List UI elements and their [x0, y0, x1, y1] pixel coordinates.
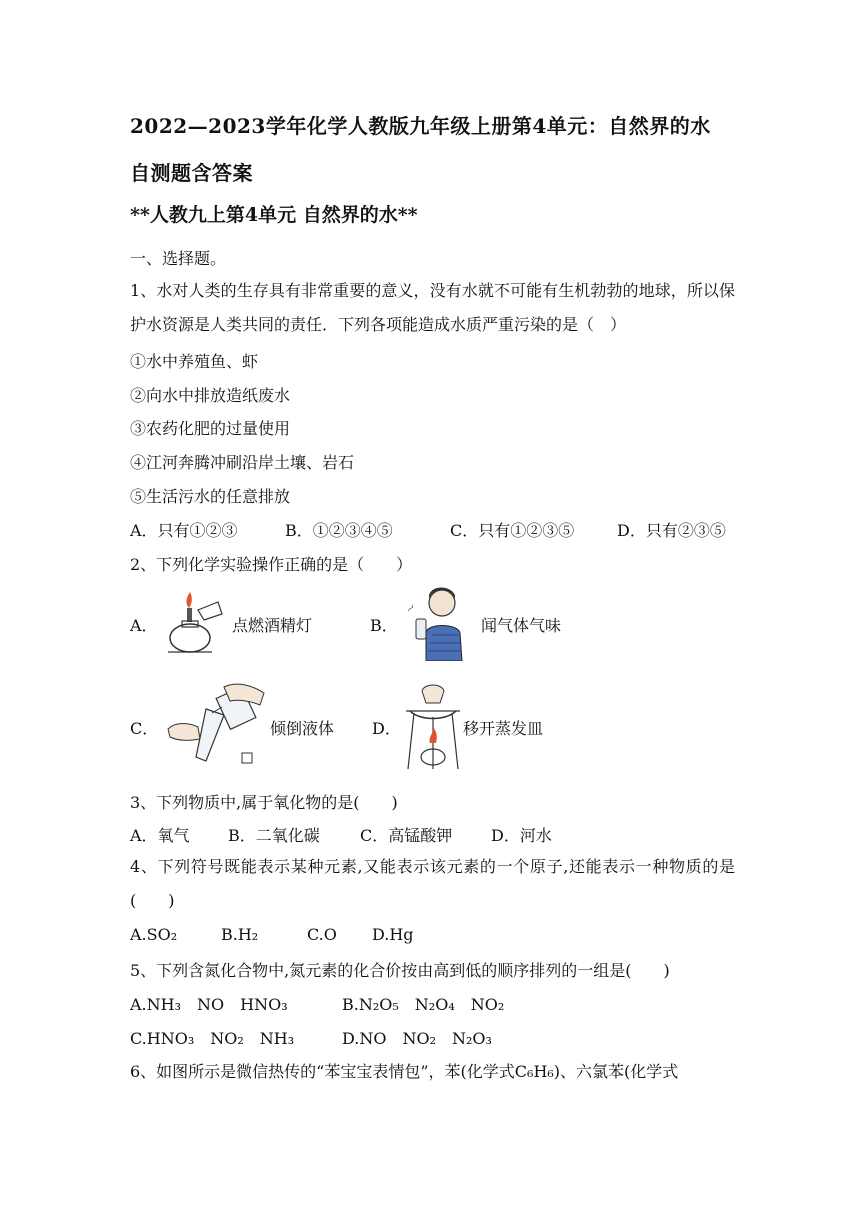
document-subtitle: **人教九上第4单元 自然界的水** — [130, 204, 418, 226]
question-6-stem: 6、如图所示是微信热传的“苯宝宝表情包”，苯(化学式C₆H₆)、六氯苯(化学式 — [130, 1062, 679, 1081]
question-5-option-a: A.NH₃ NO HNO₃ — [130, 995, 288, 1014]
question-4-option-d: D.Hg — [372, 925, 414, 944]
question-4-option-b: B.H₂ — [221, 925, 259, 944]
question-5-stem: 5、下列含氮化合物中,氮元素的化合价按由高到低的顺序排列的一组是( ) — [130, 961, 670, 980]
question-5-option-c: C.HNO₃ NO₂ NH₃ — [130, 1029, 295, 1048]
question-1-item-4: ④江河奔腾冲刷沿岸土壤、岩石 — [130, 453, 355, 472]
section-heading: 一、选择题。 — [130, 249, 227, 268]
question-1-option-c: C．只有①②③⑤ — [450, 521, 575, 540]
question-3-option-a: A．氧气 — [130, 826, 190, 845]
question-2-option-d-text: 移开蒸发皿 — [463, 719, 544, 738]
question-5-options-row-1 — [130, 992, 504, 1015]
question-1-option-b: B．①②③④⑤ — [285, 521, 393, 540]
question-1-options — [130, 518, 726, 541]
question-5-options-row-2 — [130, 1026, 492, 1049]
question-4-options — [130, 925, 414, 944]
question-3-option-c: C．高锰酸钾 — [360, 826, 453, 845]
question-1-item-2: ②向水中排放造纸废水 — [130, 386, 291, 405]
pour-liquid-illustration — [160, 683, 268, 765]
smell-gas-illustration — [402, 585, 478, 661]
question-1-item-5: ⑤生活污水的任意排放 — [130, 487, 291, 506]
document-title: 2022—2023学年化学人教版九年级上册第4单元：自然界的水 自测题含答案 — [130, 114, 732, 185]
question-2-option-d-letter: D． — [372, 719, 401, 738]
question-2-stem: 2、下列化学实验操作正确的是（ ） — [130, 555, 413, 574]
question-5-option-d: D.NO NO₂ N₂O₃ — [342, 1029, 492, 1048]
question-2-option-a-letter: A． — [130, 616, 158, 635]
question-1-stem: 1、水对人类的生存具有非常重要的意义，没有水就不可能有生机勃勃的地球，所以保护水资源是人类共同的责任．下列各项能造成水质严重污染的是（ ） — [130, 281, 735, 334]
question-5-option-b: B.N₂O₅ N₂O₄ NO₂ — [342, 995, 505, 1014]
question-3-options — [130, 823, 552, 846]
question-2-option-c-text: 倾倒液体 — [270, 719, 335, 738]
question-4-option-c: C.O — [307, 925, 337, 944]
question-2-option-c-letter: C． — [130, 719, 159, 738]
question-3-stem: 3、下列物质中,属于氧化物的是( ) — [130, 793, 398, 812]
question-3-option-b: B．二氧化碳 — [228, 826, 320, 845]
alcohol-lamp-illustration — [160, 588, 230, 660]
question-1-option-d: D．只有②③⑤ — [617, 521, 726, 540]
question-4-option-a: A.SO₂ — [130, 925, 178, 944]
question-3-option-d: D．河水 — [491, 826, 552, 845]
question-4-stem: 4、下列符号既能表示某种元素,又能表示该元素的一个原子,还能表示一种物质的是( ) — [130, 857, 735, 910]
question-1-option-a: A．只有①②③ — [130, 521, 238, 540]
question-2-option-a-text: 点燃酒精灯 — [232, 616, 313, 635]
question-2-option-b-letter: B． — [370, 616, 398, 635]
evaporating-dish-illustration — [404, 683, 462, 771]
question-1-item-3: ③农药化肥的过量使用 — [130, 419, 291, 438]
question-1-item-1: ①水中养殖鱼、虾 — [130, 352, 259, 371]
question-2-option-b-text: 闻气体气味 — [481, 616, 562, 635]
